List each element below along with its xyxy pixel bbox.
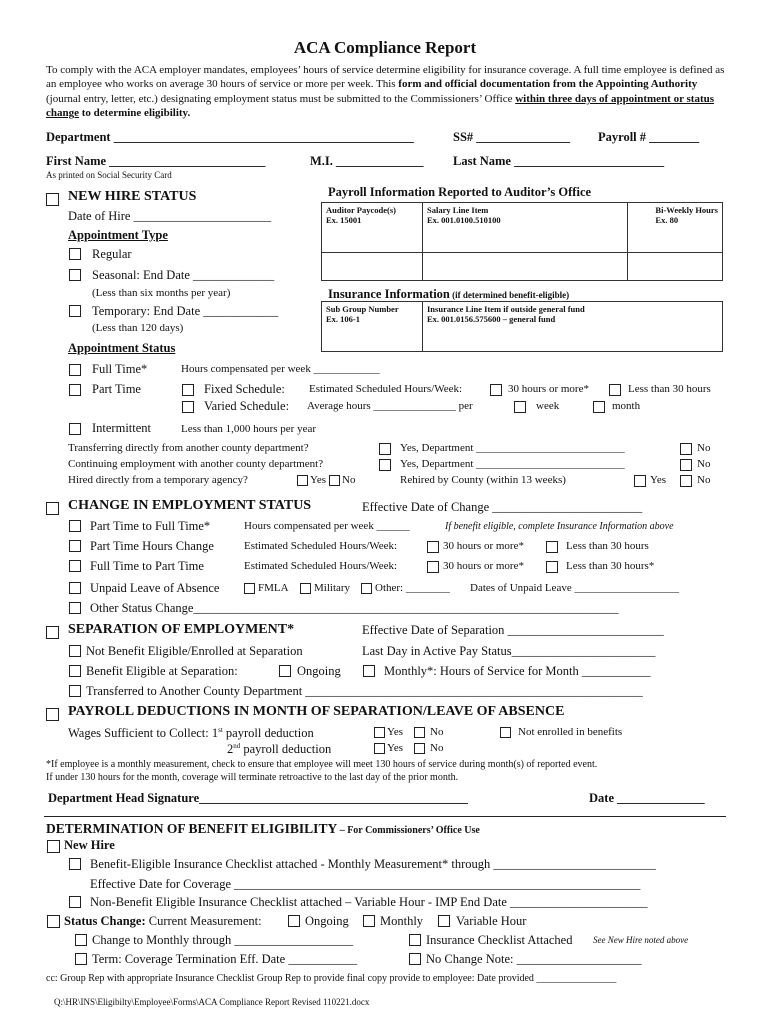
intermittent-note: Less than 1,000 hours per year (181, 423, 317, 435)
det-monthly-checklist-checkbox[interactable] (69, 858, 81, 870)
varied-schedule-label: Varied Schedule: (204, 399, 290, 413)
temp-agency-yes-label: Yes (310, 474, 327, 486)
pt-change-less-checkbox[interactable] (546, 541, 558, 553)
payroll-info-heading: Payroll Information Reported to Auditor’s Office (328, 185, 592, 199)
new-hire-checkbox[interactable] (46, 193, 59, 206)
det-status-change-label: Status Change: Current Measurement: (64, 914, 262, 928)
transfer-no-label: No (697, 442, 711, 454)
thirty-or-more-checkbox[interactable] (490, 384, 502, 396)
rehired-yes-label: Yes (650, 474, 667, 486)
pt-hours-change-est-label: Estimated Scheduled Hours/Week: (244, 540, 398, 552)
transfer-yes-checkbox[interactable] (379, 443, 391, 455)
thirty-or-more-label: 30 hours or more* (508, 383, 589, 395)
other-status-checkbox[interactable] (69, 602, 81, 614)
full-time-checkbox[interactable] (69, 364, 81, 376)
rehired-no-checkbox[interactable] (680, 475, 692, 487)
det-monthly-checklist-field[interactable]: Benefit-Eligible Insurance Checklist attached - Monthly Measurement* through __________________________ (90, 857, 656, 871)
det-monthly-checkbox[interactable] (363, 915, 375, 927)
seasonal-end-date-field[interactable]: Seasonal: End Date _____________ (92, 268, 275, 282)
change-status-heading: CHANGE IN EMPLOYMENT STATUS (68, 498, 312, 513)
first-name-field[interactable]: First Name _________________________ (46, 154, 266, 168)
deductions-heading: PAYROLL DEDUCTIONS IN MONTH OF SEPARATION/LEAVE OF ABSENCE (68, 704, 565, 719)
separation-effective-field[interactable]: Effective Date of Separation _________________________ (362, 623, 664, 637)
signature-date-field[interactable]: Date ______________ (589, 791, 705, 805)
det-term-field[interactable]: Term: Coverage Termination Eff. Date ___________ (92, 952, 358, 966)
payroll-info-table (321, 202, 723, 281)
not-eligible-checkbox[interactable] (69, 645, 81, 657)
first-yes-label: Yes (387, 726, 404, 738)
continue-department-field[interactable]: Yes, Department ___________________________ (400, 458, 625, 470)
monthly-checkbox[interactable] (363, 665, 375, 677)
second-yes-label: Yes (387, 742, 404, 754)
pt-hours-change-checkbox[interactable] (69, 540, 81, 552)
full-time-label: Full Time* (92, 362, 148, 376)
ft-to-pt-est-label: Estimated Scheduled Hours/Week: (244, 560, 398, 572)
ft-pt-less-checkbox[interactable] (546, 561, 558, 573)
det-variable-checkbox[interactable] (438, 915, 450, 927)
last-day-field[interactable]: Last Day in Active Pay Status_______________________ (362, 644, 656, 658)
pt-to-ft-note: If benefit eligible, complete Insurance Information above (445, 521, 674, 532)
det-variable-label: Variable Hour (456, 914, 527, 928)
eligible-checkbox[interactable] (69, 665, 81, 677)
det-non-benefit-checkbox[interactable] (69, 896, 81, 908)
change-effective-date-field[interactable]: Effective Date of Change ________________________ (362, 500, 643, 514)
dates-unpaid-field[interactable]: Dates of Unpaid Leave ___________________ (470, 582, 679, 594)
transfer-question: Transferring directly from another county department? (68, 442, 309, 454)
per-month-checkbox[interactable] (593, 401, 605, 413)
per-month-label: month (612, 400, 641, 412)
change-status-checkbox[interactable] (46, 502, 59, 515)
military-checkbox[interactable] (300, 583, 311, 594)
ft-to-pt-label: Full Time to Part Time (90, 559, 204, 573)
det-term-checkbox[interactable] (75, 953, 87, 965)
fixed-schedule-label: Fixed Schedule: (204, 382, 285, 396)
continue-yes-checkbox[interactable] (379, 459, 391, 471)
temp-agency-question: Hired directly from a temporary agency? (68, 474, 248, 486)
payroll-number-field[interactable]: Payroll # ________ (598, 130, 700, 144)
transferred-checkbox[interactable] (69, 685, 81, 697)
average-hours-field[interactable]: Average hours _______________ per (307, 400, 473, 412)
sub-group-cell[interactable]: Sub Group Number Ex. 106-1 (322, 302, 423, 352)
salary-line-cell[interactable]: Salary Line Item Ex. 001.0100.510100 (423, 203, 628, 253)
det-change-monthly-field[interactable]: Change to Monthly through ___________________ (92, 933, 354, 947)
cc-line: cc: Group Rep with appropriate Insurance Checklist Group Rep to provide final copy provide to employee: Date provided ________________ (46, 973, 617, 984)
det-no-change-checkbox[interactable] (409, 953, 421, 965)
ongoing-label: Ongoing (297, 664, 341, 678)
det-status-change-checkbox[interactable] (47, 915, 60, 928)
department-head-signature-field[interactable]: Department Head Signature___________________________________________ (48, 791, 468, 805)
deductions-checkbox[interactable] (46, 708, 59, 721)
ssn-field[interactable]: SS# _______________ (453, 130, 571, 144)
continue-no-checkbox[interactable] (680, 459, 692, 471)
det-ins-checklist-checkbox[interactable] (409, 934, 421, 946)
ongoing-checkbox[interactable] (279, 665, 291, 677)
less-than-thirty-checkbox[interactable] (609, 384, 621, 396)
ft-pt-thirty-label: 30 hours or more* (443, 560, 524, 572)
det-no-change-field[interactable]: No Change Note: ____________________ (426, 952, 642, 966)
monthly-note-2: If under 130 hours for the month, coverage will terminate retroactive to the last day of the prior month. (46, 772, 459, 783)
pt-change-less-label: Less than 30 hours (566, 540, 649, 552)
fixed-schedule-checkbox[interactable] (182, 384, 194, 396)
insurance-info-table (321, 301, 723, 352)
department-field[interactable]: Department ________________________________________________ (46, 130, 414, 144)
det-see-new-hire-note: See New Hire noted above (593, 935, 689, 945)
other-status-field[interactable]: Other Status Change____________________________________________________________________ (90, 601, 619, 615)
part-time-label: Part Time (92, 382, 141, 396)
varied-schedule-checkbox[interactable] (182, 401, 194, 413)
det-ongoing-label: Ongoing (305, 914, 349, 928)
appointment-type-label: Appointment Type (68, 228, 168, 242)
ft-pt-thirty-checkbox[interactable] (427, 561, 439, 573)
pt-to-ft-checkbox[interactable] (69, 520, 81, 532)
monthly-hours-field[interactable]: Monthly*: Hours of Service for Month ___________ (384, 664, 651, 678)
det-effective-coverage-field[interactable]: Effective Date for Coverage _________________________________________________________________ (90, 877, 641, 891)
pt-to-ft-hours-field[interactable]: Hours compensated per week ______ (244, 520, 410, 532)
det-monthly-label: Monthly (380, 914, 424, 928)
second-no-label: No (430, 742, 444, 754)
middle-initial-field[interactable]: M.I. ______________ (310, 154, 424, 168)
transfer-department-field[interactable]: Yes, Department ___________________________ (400, 442, 625, 454)
temp-agency-yes-checkbox[interactable] (297, 475, 308, 486)
intermittent-label: Intermittent (92, 421, 152, 435)
ft-to-pt-checkbox[interactable] (69, 560, 81, 572)
estimated-hours-label: Estimated Scheduled Hours/Week: (309, 383, 463, 395)
fmla-checkbox[interactable] (244, 583, 255, 594)
fmla-label: FMLA (258, 582, 289, 594)
rehired-yes-checkbox[interactable] (634, 475, 646, 487)
section-divider (44, 816, 726, 817)
det-new-hire-label: New Hire (64, 838, 115, 852)
regular-checkbox[interactable] (69, 248, 81, 260)
form-title: ACA Compliance Report (293, 38, 477, 57)
part-time-checkbox[interactable] (69, 384, 81, 396)
det-new-hire-checkbox[interactable] (47, 840, 60, 853)
intro-paragraph: To comply with the ACA employer mandates, employees’ hours of service determine eligibility for insurance coverage. A full time employee is defined as an employee who works on average 30 hours of service or more per week. This form and official documentation from the Appointing Authority (journal entry, letter, etc.) designating employment status must be submitted to the Commissioners’ Office within three days of appointment or status change to determine eligibility. (46, 64, 725, 120)
separation-heading: SEPARATION OF EMPLOYMENT* (68, 622, 295, 637)
pt-to-ft-label: Part Time to Full Time* (90, 519, 211, 533)
second-no-checkbox[interactable] (414, 743, 425, 754)
det-ins-checklist-label: Insurance Checklist Attached (426, 933, 573, 947)
eligible-label: Benefit Eligible at Separation: (86, 664, 238, 678)
less-than-thirty-label: Less than 30 hours (628, 383, 711, 395)
temp-agency-no-checkbox[interactable] (329, 475, 340, 486)
first-deduction-label: Wages Sufficient to Collect: 1st payroll deduction (68, 726, 314, 741)
full-time-hours-field[interactable]: Hours compensated per week ____________ (181, 363, 380, 375)
det-ongoing-checkbox[interactable] (288, 915, 300, 927)
second-yes-checkbox[interactable] (374, 743, 385, 754)
second-deduction-label: 2nd payroll deduction (227, 742, 332, 757)
printed-note: As printed on Social Security Card (46, 170, 172, 180)
not-enrolled-checkbox[interactable] (500, 727, 511, 738)
auditor-paycode-cell[interactable]: Auditor Paycode(s) Ex. 15001 (322, 203, 423, 253)
continue-question: Continuing employment with another county department? (68, 458, 324, 470)
insurance-line-cell[interactable]: Insurance Line Item if outside general fund Ex. 001.0156.575600 – general fund (423, 302, 723, 352)
appointment-status-label: Appointment Status (68, 341, 176, 355)
temp-agency-no-label: No (342, 474, 356, 486)
rehired-label: Rehired by County (within 13 weeks) (400, 474, 566, 486)
last-name-field[interactable]: Last Name ________________________ (453, 154, 665, 168)
date-of-hire-field[interactable]: Date of Hire ______________________ (68, 209, 272, 223)
temporary-checkbox[interactable] (69, 305, 81, 317)
unpaid-leave-label: Unpaid Leave of Absence (90, 581, 220, 595)
ft-pt-less-label: Less than 30 hours* (566, 560, 655, 572)
new-hire-heading: NEW HIRE STATUS (68, 189, 197, 204)
transfer-no-checkbox[interactable] (680, 443, 692, 455)
file-path: Q:\HR\INS\Eligibilty\Employee\Forms\ACA Compliance Report Revised 110221.docx (54, 997, 370, 1007)
first-no-checkbox[interactable] (414, 727, 425, 738)
pt-change-thirty-label: 30 hours or more* (443, 540, 524, 552)
regular-label: Regular (92, 247, 132, 261)
det-non-benefit-field[interactable]: Non-Benefit Eligible Insurance Checklist attached – Variable Hour - IMP End Date ______________________ (90, 895, 648, 909)
other-leave-checkbox[interactable] (361, 583, 372, 594)
rehired-no-label: No (697, 474, 711, 486)
seasonal-checkbox[interactable] (69, 269, 81, 281)
monthly-note-1: *If employee is a monthly measurement, check to ensure that employee will meet 130 hours of service during month(s) of reported event. (46, 759, 598, 770)
other-leave-field[interactable]: Other: ________ (375, 582, 450, 594)
military-label: Military (314, 582, 351, 594)
continue-no-label: No (697, 458, 711, 470)
per-week-checkbox[interactable] (514, 401, 526, 413)
biweekly-hours-cell[interactable]: Bi-Weekly Hours Ex. 80 (628, 203, 723, 253)
temporary-note: (Less than 120 days) (92, 322, 184, 334)
determination-heading: DETERMINATION OF BENEFIT ELIGIBILITY – For Commissioners’ Office Use (46, 821, 480, 836)
first-no-label: No (430, 726, 444, 738)
pt-hours-change-label: Part Time Hours Change (90, 539, 214, 553)
not-enrolled-label: Not enrolled in benefits (518, 726, 623, 738)
insurance-info-heading: Insurance Information (if determined benefit-eligible) (328, 287, 570, 301)
seasonal-note: (Less than six months per year) (92, 287, 231, 299)
not-eligible-label: Not Benefit Eligible/Enrolled at Separation (86, 644, 303, 658)
det-change-monthly-checkbox[interactable] (75, 934, 87, 946)
transferred-field[interactable]: Transferred to Another County Department ______________________________________________________ (86, 684, 643, 698)
unpaid-leave-checkbox[interactable] (69, 582, 81, 594)
intermittent-checkbox[interactable] (69, 423, 81, 435)
separation-checkbox[interactable] (46, 626, 59, 639)
pt-change-thirty-checkbox[interactable] (427, 541, 439, 553)
first-yes-checkbox[interactable] (374, 727, 385, 738)
per-week-label: week (536, 400, 560, 412)
temporary-end-date-field[interactable]: Temporary: End Date ____________ (92, 304, 279, 318)
